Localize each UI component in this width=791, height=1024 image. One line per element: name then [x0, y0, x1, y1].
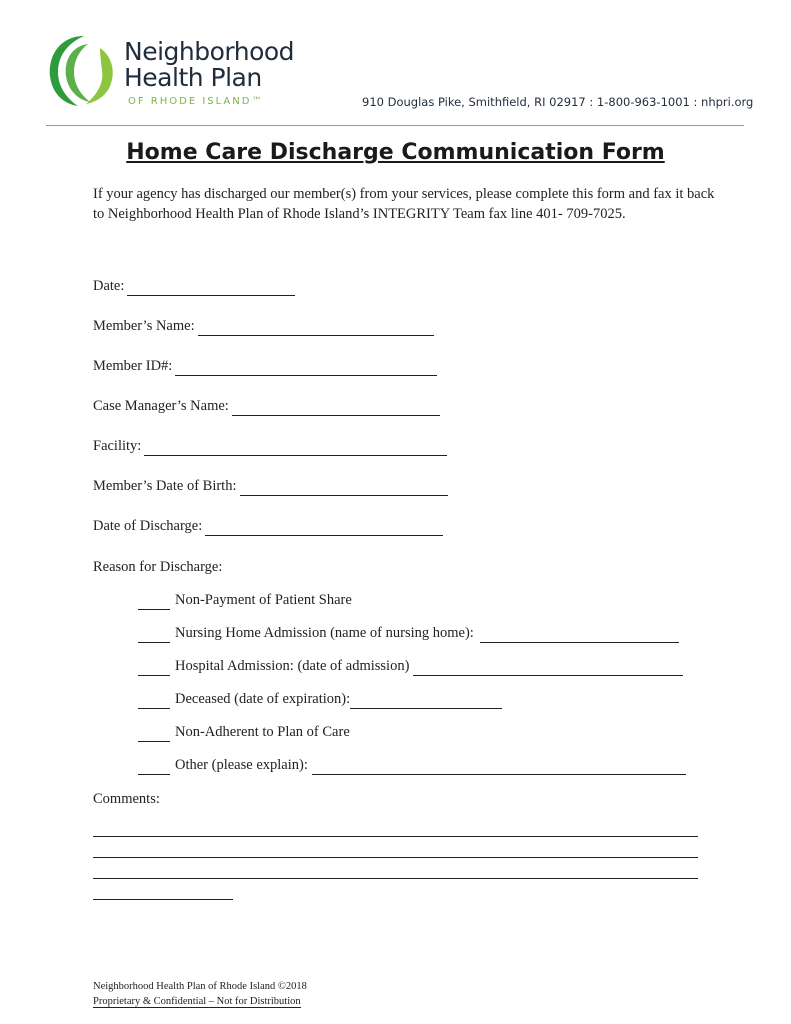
date-label: Date:	[93, 278, 125, 294]
member-name-row	[93, 316, 434, 336]
dob-label: Member’s Date of Birth:	[93, 478, 237, 494]
reason-deceased-row	[138, 689, 502, 709]
date-row	[93, 276, 295, 296]
comment-line-1[interactable]	[93, 836, 698, 837]
header-address: 910 Douglas Pike, Smithfield, RI 02917 : 1-800-963-1001 : nhpri.org	[362, 95, 754, 109]
comment-line-2[interactable]	[93, 857, 698, 858]
expiration-date-field[interactable]	[350, 694, 502, 709]
discharge-date-label: Date of Discharge:	[93, 518, 203, 534]
reason-other-label: Other (please explain):	[175, 757, 308, 773]
reason-non-adherent-checkbox[interactable]	[138, 727, 170, 742]
comment-line-4[interactable]	[93, 899, 233, 900]
member-name-label: Member’s Name:	[93, 318, 195, 334]
comments-row	[93, 789, 160, 809]
case-manager-label: Case Manager’s Name:	[93, 398, 229, 414]
comments-label: Comments:	[93, 791, 160, 807]
reason-non-payment-row	[138, 590, 352, 610]
intro-text-line2: to Neighborhood Health Plan of Rhode Island’s INTEGRITY Team fax line 401- 709-7025.	[93, 206, 626, 222]
date-field[interactable]	[127, 281, 295, 296]
member-id-row	[93, 356, 437, 376]
reason-non-payment-checkbox[interactable]	[138, 595, 170, 610]
reason-label: Reason for Discharge:	[93, 559, 223, 575]
footer-copyright: Neighborhood Health Plan of Rhode Island ©2018	[93, 981, 307, 992]
footer-confidential-text: Proprietary & Confidential – Not for Distribution	[93, 996, 301, 1007]
discharge-date-row	[93, 516, 443, 536]
header-divider	[46, 125, 744, 126]
comment-line-3[interactable]	[93, 878, 698, 879]
reason-nursing-home-checkbox[interactable]	[138, 628, 170, 643]
facility-row	[93, 436, 447, 456]
logo-text-line3: OF RHODE ISLAND™	[128, 96, 264, 107]
admission-date-field[interactable]	[413, 661, 683, 676]
member-id-label: Member ID#:	[93, 358, 173, 374]
reason-row	[93, 557, 222, 577]
reason-hospital-row	[138, 656, 683, 676]
dob-row	[93, 476, 448, 496]
member-name-field[interactable]	[198, 321, 434, 336]
intro-text-line1: If your agency has discharged our member(s) from your services, please complete this form and fax it back	[93, 186, 715, 202]
discharge-date-field[interactable]	[205, 521, 443, 536]
reason-hospital-label: Hospital Admission: (date of admission)	[175, 658, 410, 674]
dob-field[interactable]	[240, 481, 448, 496]
reason-non-payment-label: Non-Payment of Patient Share	[175, 592, 352, 608]
reason-other-checkbox[interactable]	[138, 760, 170, 775]
logo-icon	[44, 30, 124, 110]
reason-other-row	[138, 755, 686, 775]
reason-deceased-checkbox[interactable]	[138, 694, 170, 709]
reason-hospital-checkbox[interactable]	[138, 661, 170, 676]
logo-text-line2: Health Plan	[124, 63, 262, 92]
footer-confidential	[93, 995, 301, 1009]
member-id-field[interactable]	[175, 361, 437, 376]
other-explain-field[interactable]	[312, 760, 686, 775]
reason-nursing-home-row	[138, 623, 679, 643]
reason-non-adherent-label: Non-Adherent to Plan of Care	[175, 724, 350, 740]
nursing-home-name-field[interactable]	[480, 628, 679, 643]
reason-deceased-label: Deceased (date of expiration):	[175, 691, 351, 707]
case-manager-row	[93, 396, 440, 416]
facility-field[interactable]	[144, 441, 447, 456]
reason-non-adherent-row	[138, 722, 350, 742]
facility-label: Facility:	[93, 438, 142, 454]
page-title: Home Care Discharge Communication Form	[126, 140, 665, 165]
logo-text-line1: Neighborhood	[124, 37, 295, 66]
case-manager-field[interactable]	[232, 401, 440, 416]
reason-nursing-home-label: Nursing Home Admission (name of nursing home):	[175, 625, 474, 641]
